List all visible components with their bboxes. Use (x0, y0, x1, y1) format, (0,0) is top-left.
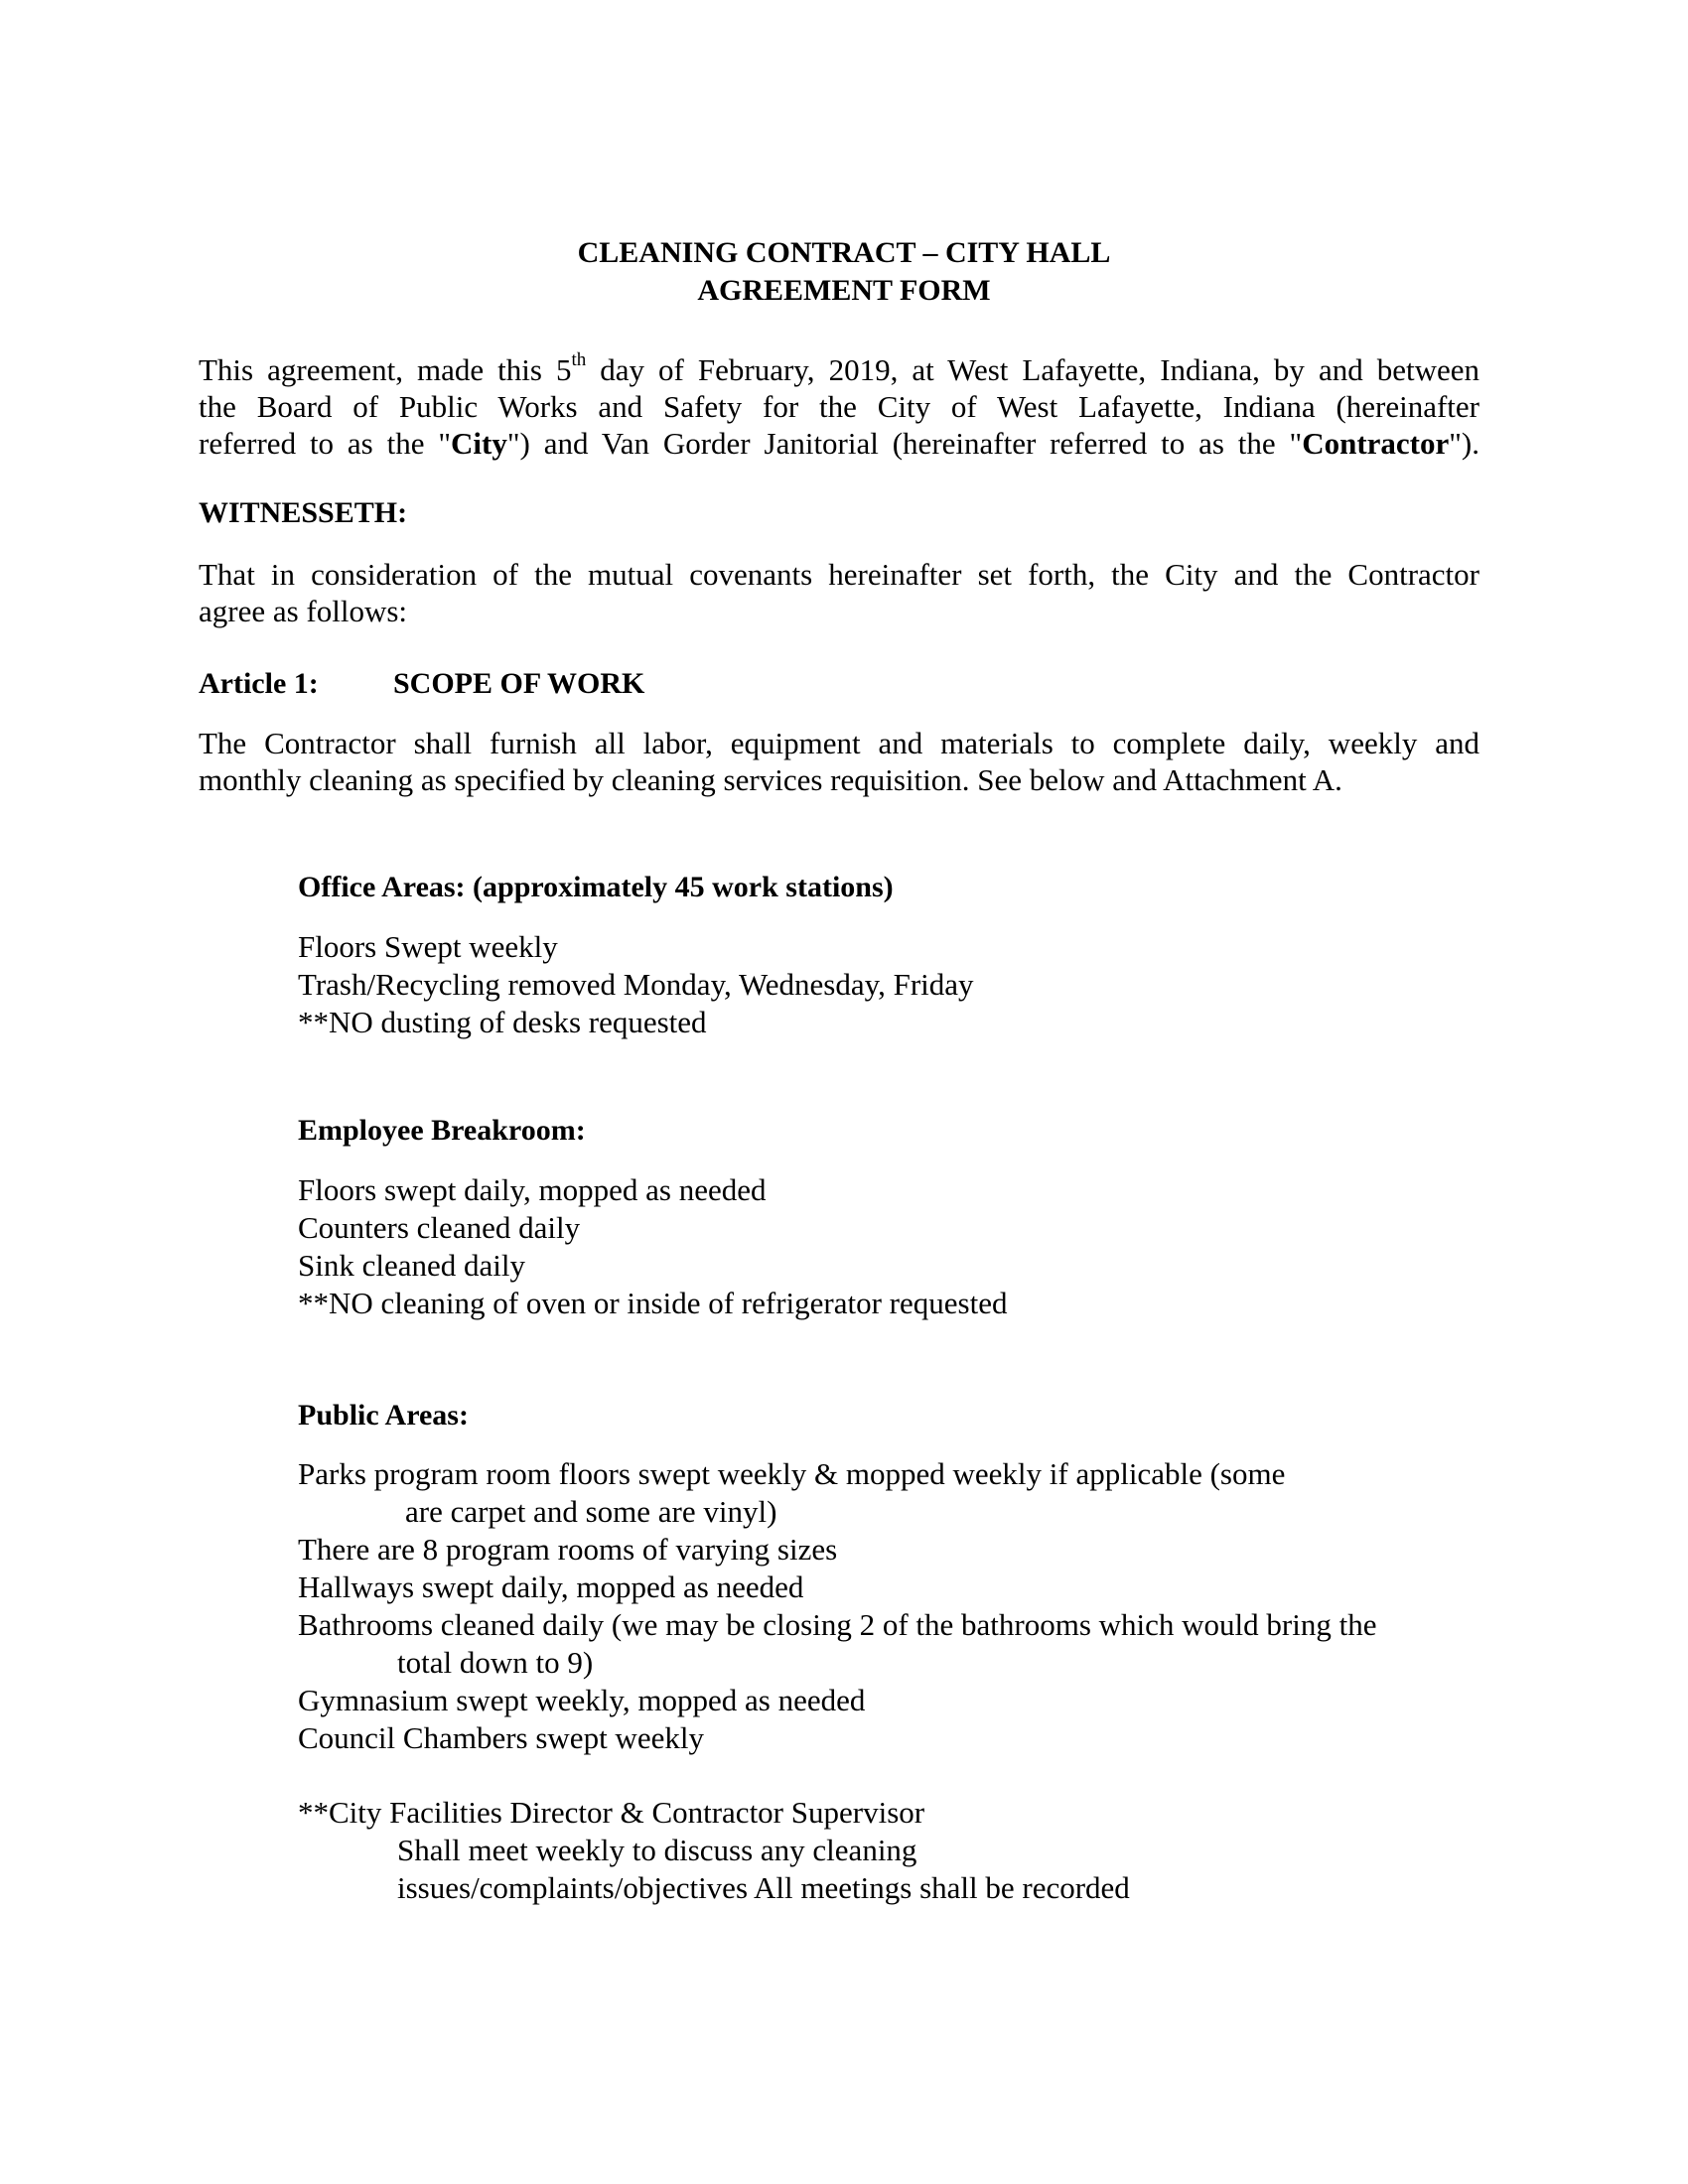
article-title: SCOPE OF WORK (393, 667, 645, 700)
list-item: Floors Swept weekly (298, 929, 558, 964)
list-item: Parks program room floors swept weekly & mopped weekly if applicable (some (298, 1456, 1286, 1491)
note-line: issues/complaints/objectives All meetings shall be recorded (397, 1870, 1130, 1905)
city-term: City (451, 426, 507, 461)
note-line: Shall meet weekly to discuss any cleaning (397, 1833, 917, 1867)
list-item: **NO cleaning of oven or inside of refrigerator requested (298, 1286, 1008, 1320)
list-item: **NO dusting of desks requested (298, 1005, 707, 1039)
scope-line-2: monthly cleaning as specified by cleaning services requisition. See below and Attachment A. (199, 762, 1342, 797)
article-heading (199, 667, 644, 701)
intro-line-2: the Board of Public Works and Safety for the City of West Lafayette, Indiana (hereinafter (199, 389, 1479, 424)
document-subtitle: AGREEMENT FORM (697, 274, 991, 307)
consideration-paragraph (199, 556, 1479, 629)
list-item: Sink cleaned daily (298, 1248, 525, 1283)
intro-text-a: This agreement, made this 5 (199, 352, 572, 387)
document-title: CLEANING CONTRACT – CITY HALL (577, 236, 1111, 269)
list-item: Bathrooms cleaned daily (we may be closing 2 of the bathrooms which would bring the (298, 1607, 1377, 1642)
list-item-continuation: are carpet and some are vinyl) (405, 1494, 777, 1529)
consideration-line-1: That in consideration of the mutual covenants hereinafter set forth, the City and the Contractor (199, 557, 1479, 592)
list-item: Trash/Recycling removed Monday, Wednesday, Friday (298, 967, 974, 1002)
meeting-note (298, 1794, 1130, 1907)
intro-line-3 (199, 425, 1479, 462)
note-line: **City Facilities Director & Contractor Supervisor (298, 1795, 925, 1830)
office-areas-list (298, 928, 974, 1041)
breakroom-heading: Employee Breakroom: (298, 1114, 586, 1147)
breakroom-list (298, 1171, 1007, 1322)
scope-paragraph (199, 725, 1479, 798)
intro-text-c: referred to as the " (199, 426, 452, 461)
contractor-term: Contractor (1302, 426, 1450, 461)
intro-line-1 (199, 348, 1480, 388)
intro-paragraph (199, 348, 1480, 462)
public-areas-list (298, 1455, 1376, 1757)
intro-superscript: th (571, 348, 587, 370)
list-item: Counters cleaned daily (298, 1210, 581, 1245)
list-item-continuation: total down to 9) (397, 1645, 594, 1680)
intro-text-b: day of February, 2019, at West Lafayette, Indiana, by and between (586, 352, 1480, 387)
list-item: Hallways swept daily, mopped as needed (298, 1570, 804, 1604)
list-item: Floors swept daily, mopped as needed (298, 1172, 767, 1207)
list-item: There are 8 program rooms of varying sizes (298, 1532, 838, 1567)
list-item: Council Chambers swept weekly (298, 1720, 704, 1755)
public-areas-heading: Public Areas: (298, 1399, 469, 1432)
scope-line-1: The Contractor shall furnish all labor, equipment and materials to complete daily, weekly and (199, 726, 1479, 760)
office-areas-heading: Office Areas: (approximately 45 work stations) (298, 871, 894, 903)
intro-text-e: "). (1449, 426, 1479, 461)
article-number: Article 1: (199, 667, 319, 700)
consideration-line-2: agree as follows: (199, 594, 408, 628)
list-item: Gymnasium swept weekly, mopped as needed (298, 1683, 866, 1717)
witnesseth-heading: WITNESSETH: (199, 496, 408, 529)
intro-text-d: ") and Van Gorder Janitorial (hereinafter referred to as the " (506, 426, 1303, 461)
